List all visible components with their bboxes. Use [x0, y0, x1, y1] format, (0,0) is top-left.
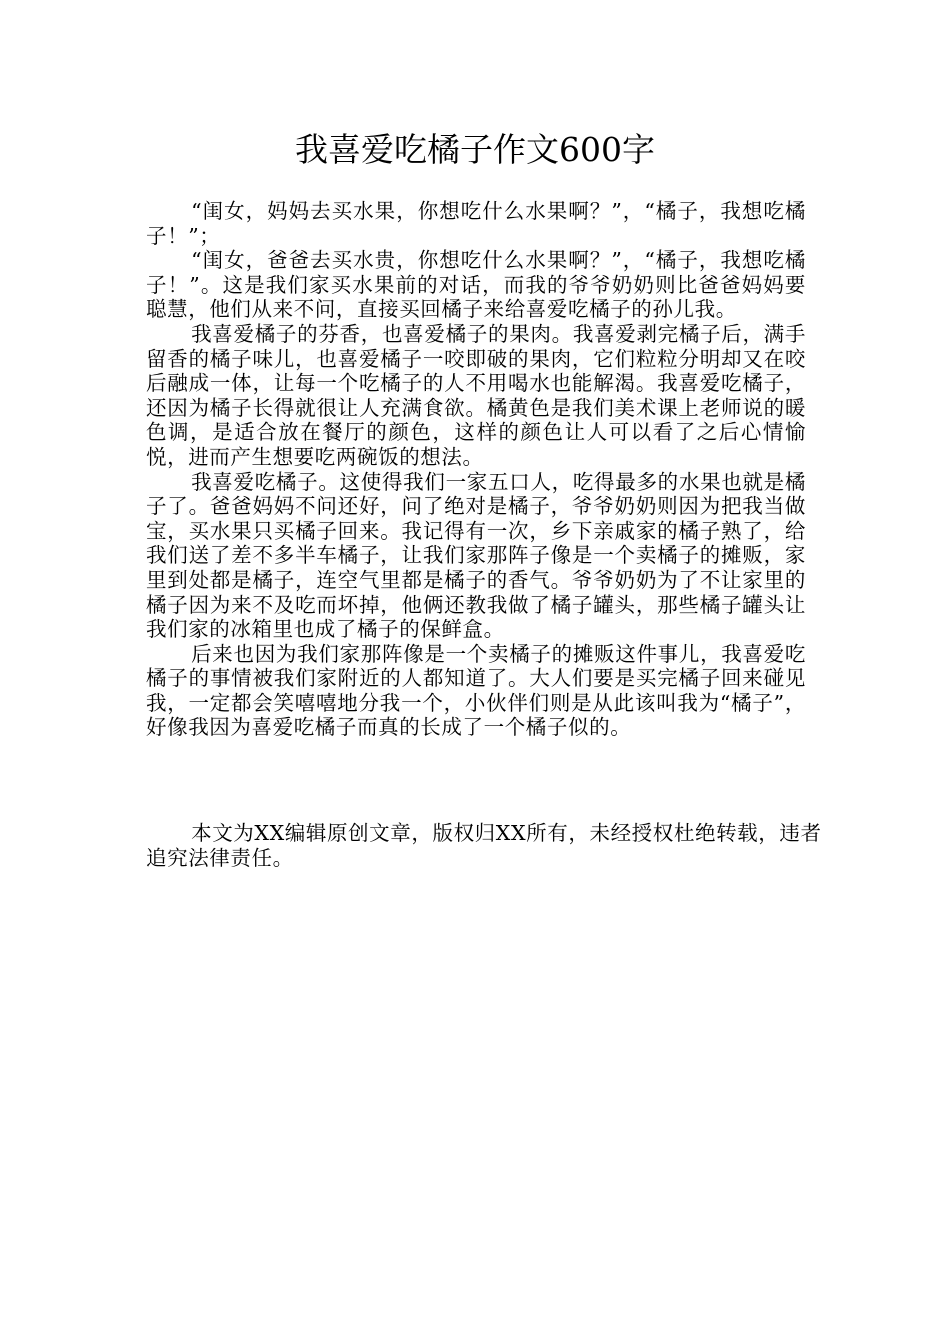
copyright-text: 本文为XX编辑原创文章，版权归XX所有，未经授权杜绝转载，违者追究法律责任。 — [146, 821, 822, 870]
paragraph-5: 后来也因为我们家那阵像是一个卖橘子的摊贩这件事儿，我喜爱吃橘子的事情被我们家附近的人都知道了。大人们要是买完橘子回来碰见我，一定都会笑嘻嘻地分我一个，小伙伴们则是从此该叫我为“橘子”，好像我因为喜爱吃橘子而真的长成了一个橘子似的。 — [146, 641, 806, 740]
paragraph-3: 我喜爱橘子的芬香，也喜爱橘子的果肉。我喜爱剥完橘子后，满手留香的橘子味儿，也喜爱橘子一咬即破的果肉，它们粒粒分明却又在咬后融成一体，让每一个吃橘子的人不用喝水也能解渴。我喜爱吃橘子，还因为橘子长得就很让人充满食欲。橘黄色是我们美术课上老师说的暖色调，是适合放在餐厅的颜色，这样的颜色让人可以看了之后心情愉悦，进而产生想要吃两碗饭的想法。 — [146, 321, 806, 469]
copyright-notice — [146, 821, 826, 870]
paragraph-1: “闺女，妈妈去买水果，你想吃什么水果啊？”，“橘子，我想吃橘子！”； — [146, 199, 806, 248]
document-title: 我喜爱吃橘子作文600字 — [295, 130, 655, 169]
essay-body — [146, 199, 806, 740]
paragraph-4: 我喜爱吃橘子。这使得我们一家五口人，吃得最多的水果也就是橘子了。爸爸妈妈不问还好，问了绝对是橘子，爷爷奶奶则因为把我当做宝，买水果只买橘子回来。我记得有一次，乡下亲戚家的橘子熟了，给我们送了差不多半车橘子，让我们家那阵子像是一个卖橘子的摊贩，家里到处都是橘子，连空气里都是橘子的香气。爷爷奶奶为了不让家里的橘子因为来不及吃而坏掉，他俩还教我做了橘子罐头，那些橘子罐头让我们家的冰箱里也成了橘子的保鲜盒。 — [146, 469, 806, 642]
paragraph-2: “闺女，爸爸去买水贵，你想吃什么水果啊？”，“橘子，我想吃橘子！”。这是我们家买水果前的对话，而我的爷爷奶奶则比爸爸妈妈要聪慧，他们从来不问，直接买回橘子来给喜爱吃橘子的孙儿我。 — [146, 248, 806, 322]
